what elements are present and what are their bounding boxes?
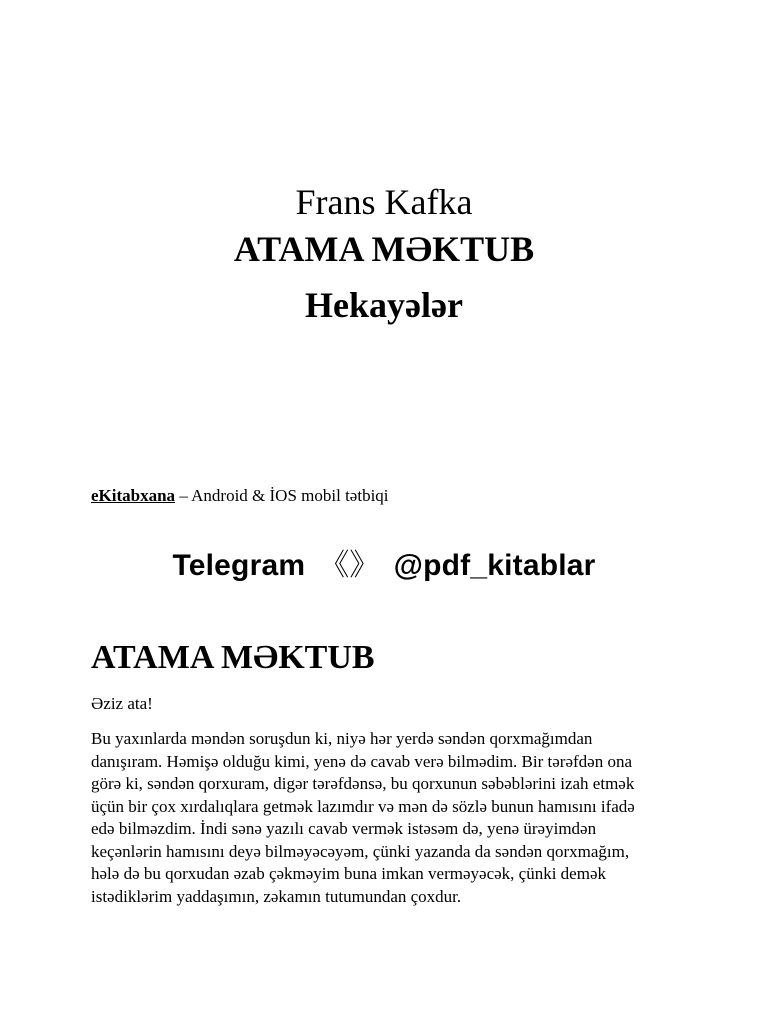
promo-line xyxy=(91,485,389,507)
telegram-handle[interactable]: @pdf_kitablar xyxy=(393,549,596,582)
telegram-separator: 《》 xyxy=(319,549,380,582)
paragraph-line: üçün bir çox xırdalıqlara getmək lazımdır və mən də sözlə bunun hamısını ifadə xyxy=(91,796,635,816)
author-name: Frans Kafka xyxy=(295,182,473,222)
letter-paragraph xyxy=(91,728,681,908)
paragraph-line: hələ də bu qorxudan əzab çəkməyim buna imkan verməyəcək, çünki demək xyxy=(91,864,606,883)
telegram-banner xyxy=(0,545,768,587)
book-subtitle: Hekayələr xyxy=(305,285,463,325)
paragraph-line: danışıram. Həmişə olduğu kimi, yenə də cavab verə bilmədim. Bir tərəfdən ona xyxy=(91,751,632,771)
brand-link[interactable]: eKitabxana xyxy=(91,486,176,505)
paragraph-line: görə ki, səndən qorxuram, digər tərəfdənsə, bu qorxunun səbəblərini izah etmək xyxy=(91,774,635,793)
paragraph-line: keçənlərin hamısını deyə bilməyəcəyəm, çünki yazanda da səndən qorxmağım, xyxy=(91,841,630,861)
promo-text: – Android & İOS mobil tətbiqi xyxy=(175,486,389,505)
paragraph-line: edə bilməzdim. İndi sənə yazılı cavab vermək istəsəm də, yenə ürəyimdən xyxy=(91,819,597,838)
book-title: ATAMA MƏKTUB xyxy=(233,229,535,269)
paragraph-line: istədiklərim yaddaşımın, zəkamın tutumundan çoxdur. xyxy=(91,886,462,906)
letter-greeting: Əziz ata! xyxy=(91,694,153,713)
paragraph-line: Bu yaxınlarda məndən soruşdun ki, niyə hər yerdə səndən qorxmağımdan xyxy=(91,729,593,748)
section-title: ATAMA MƏKTUB xyxy=(91,639,375,676)
telegram-label: Telegram xyxy=(172,549,306,582)
